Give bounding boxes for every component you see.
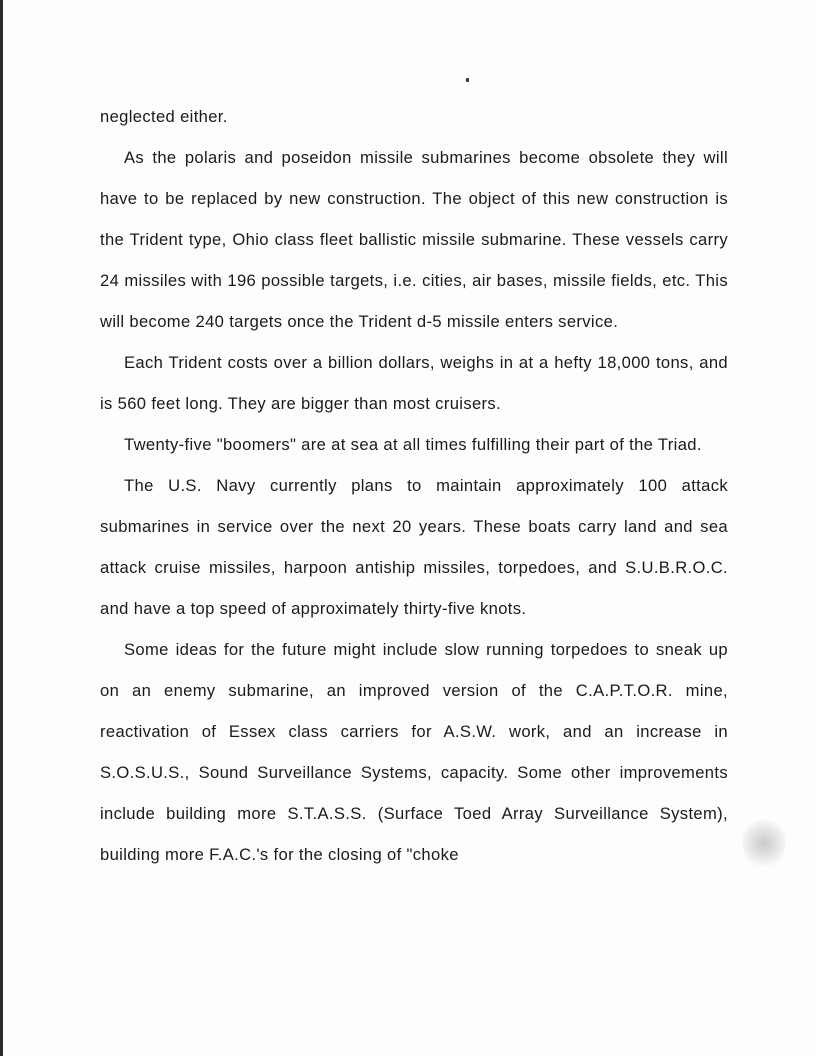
scan-smudge: [742, 818, 786, 868]
body-text: [100, 96, 728, 875]
paragraph-future-ideas: Some ideas for the future might include slow running torpedoes to sneak up on an enemy submarine, an improved version of the C.A.P.T.O.R. mine, reactivation of Essex class carriers for A.S.W. work, and an increase in S.O.S.U.S., Sound Surveillance Systems, capacity. Some other improvements include building more S.T.A.S.S. (Surface Toed Array Surveillance System), building more F.A.C.'s for the closing of "choke: [100, 640, 728, 864]
paragraph-trident-replacement: As the polaris and poseidon missile submarines become obsolete they will have to be replaced by new construction. The object of this new construction is the Trident type, Ohio class fleet ballistic missile submarine. These vessels carry 24 missiles with 196 possible targets, i.e. cities, air bases, missile fields, etc. This will become 240 targets once the Trident d-5 missile enters service.: [100, 148, 728, 331]
paragraph-trident-cost: Each Trident costs over a billion dollars, weighs in at a hefty 18,000 tons, and is 560 feet long. They are bigger than most cruisers.: [100, 353, 728, 413]
paragraph-boomers: Twenty-five "boomers" are at sea at all times fulfilling their part of the Triad.: [124, 435, 702, 454]
scan-speck: [466, 78, 469, 82]
paragraph-continuation: neglected either.: [100, 107, 228, 126]
scan-edge: [0, 0, 3, 1056]
paragraph-attack-submarines: The U.S. Navy currently plans to maintain approximately 100 attack submarines in service over the next 20 years. These boats carry land and sea attack cruise missiles, harpoon antiship missiles, torpedoes, and S.U.B.R.O.C. and have a top speed of approximately thirty-five knots.: [100, 476, 728, 618]
